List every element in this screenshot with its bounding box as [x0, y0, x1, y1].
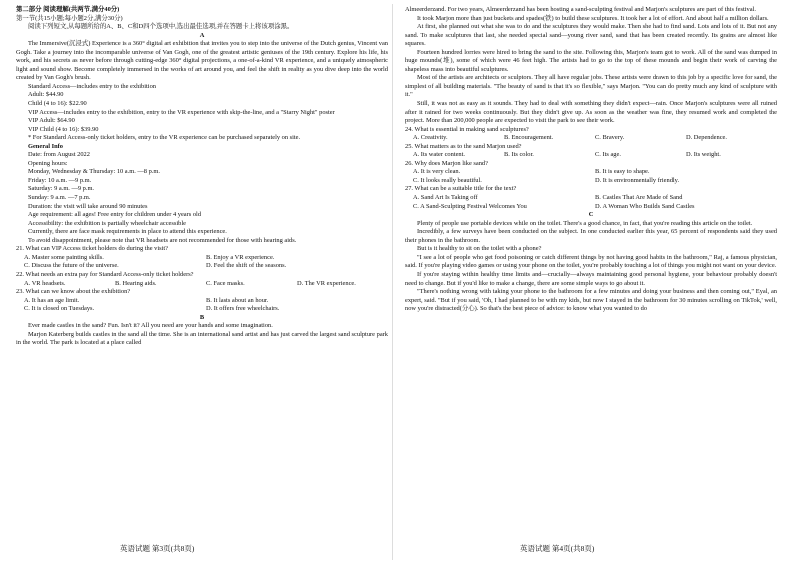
hours-sat: Saturday: 9 a.m. —9 p.m. [28, 185, 95, 193]
q26-options-row1 [405, 168, 777, 177]
vip-child-price: VIP Child (4 to 16): $39.90 [28, 125, 99, 133]
hours-fri: Friday: 10 a.m. —9 p.m. [28, 176, 92, 184]
q26-option-c: C. It looks really beautiful. [413, 176, 482, 184]
q25-options [405, 151, 777, 160]
question-22: 22. What needs an extra pay for Standard Access-only ticket holders? [16, 270, 194, 278]
q24-option-b: B. Encouragement. [504, 134, 554, 142]
q24-options [405, 134, 777, 143]
passage-c-paragraph-5: If you're staying within healthy time limits and—crucially—always maintaining good personal hygiene, your behaviour probably doesn't need to change. But if you'd like to make a change, there are some simple ways to go about it. [405, 270, 777, 287]
left-column [16, 6, 388, 348]
question-25: 25. What matters as to the sand Marjon used? [405, 142, 522, 150]
q23-option-a: A. It has an age limit. [24, 296, 80, 304]
passage-c-paragraph-2: Incredibly, a few surveys have been conducted on the subject. In one conducted earlier this year, 65 percent of respondents said they used their phones in the bathroom. [405, 228, 777, 244]
q21-option-d: D. Feel the shift of the seasons. [206, 262, 287, 270]
q27-option-d: D. A Woman Who Builds Sand Castles [595, 202, 695, 210]
page-footer-right: 英语试题 第4页(共8页) [520, 544, 595, 553]
adult-price: Adult: $44.90 [28, 91, 64, 99]
passage-b-paragraph-7: Most of the artists are architects or sculptors. They all have regular jobs. These artists were drawn to this job by a specific love for sand, the simplest of all building materials. "The beauty of sand is that it's so flexible," says Marjon. "You can do pretty much any kind of sculpture with it." [405, 74, 777, 99]
passage-b-letter: B [199, 313, 205, 321]
passage-a-paragraph: The Immersive(沉浸式) Experience is a 360° digital art exhibition that invites you to step into the universe of the Dutch genius, Vincent van Gogh. Take a journey into the incomparable universe of Van Gogh, one of the greatest artistic geniuses of the 19th century. Explore his life, his work, and his secrets as never before through cutting-edge 360° digital projections, a one-of-a-kind VR experience, and a uniquely atmospheric light and sound show. Become completely immersed in the works of art around you, and feel the shift in reality as you dive deep into the world created by Van Gogh's brush. [16, 40, 388, 82]
q24-option-c: C. Bravery. [595, 134, 625, 142]
passage-b-paragraph-4: It took Marjon more than just buckets and spades(铁) to build these sculptures. It took her a lot of effort. And about half a million dollars. [417, 14, 769, 22]
date-line: Date: from August 2022 [28, 151, 90, 159]
q22-option-c: C. Face masks. [206, 279, 245, 287]
q21-options-row1 [16, 254, 388, 263]
q24-option-d: D. Dependence. [686, 134, 727, 142]
q27-option-a: A. Sand Art Is Taking off [413, 194, 478, 202]
q27-options-row2 [405, 203, 777, 212]
q26-option-b: B. It is easy to shape. [595, 168, 650, 176]
passage-c-paragraph-4: "I see a lot of people who get food poisoning or catch different things by not having good habits in the bathroom," Raj, a famous physician, said. If you're playing video games or using your phone on the toilet, you're probably touching a lot of things you might not want on your device. [405, 253, 777, 270]
vr-notice: To avoid disappointment, please note that VR headsets are not recommended for those with hearing aids. [28, 236, 297, 244]
q22-options [16, 280, 388, 289]
passage-c-paragraph-6: "There's nothing wrong with taking your phone to the bathroom for a few minutes and doing your business and then coming out," Eyal, an expert, said. "But if you said, 'Oh, I had planned to be with my kids, but now I stayed in the bathroom for 30 minutes scrolling on TikTok,' well, now you're distracted(分心). So that's the best piece of advice: to know what you wanted to do [405, 288, 777, 313]
general-info-heading: General Info [28, 142, 63, 150]
vip-adult-price: VIP Adult: $64.90 [28, 117, 75, 125]
question-23: 23. What can we know about the exhibition? [16, 288, 131, 296]
q23-option-c: C. It is closed on Tuesdays. [24, 305, 95, 313]
q22-option-d: D. The VR experience. [297, 279, 356, 287]
q25-option-c: C. Its age. [595, 151, 621, 159]
hours-sun: Sunday: 9 a.m. —7 p.m. [28, 194, 91, 202]
q27-options-row1 [405, 194, 777, 203]
q24-option-a: A. Creativity. [413, 134, 448, 142]
q22-option-a: A. VR headsets. [24, 279, 66, 287]
q23-option-b: B. It lasts about an hour. [206, 296, 269, 304]
passage-c-paragraph-3: But is it healthy to sit on the toilet with a phone? [417, 245, 542, 253]
passage-b-paragraph-2: Marjon Katerberg builds castles in the sand all the time. She is an international sand artist and has just carved the largest sand sculpture park in the world. The park is located at a place called [16, 330, 388, 347]
vip-access: VIP Access—includes entry to the exhibition, entry to the VR experience with skip-the-line, and a "Starry Night" poster [28, 108, 335, 116]
question-27: 27. What can be a suitable title for the text? [405, 185, 517, 193]
q21-options-row2 [16, 262, 388, 271]
duration: Duration: the visit will take around 90 minutes [28, 202, 148, 210]
passage-a-letter: A [199, 31, 205, 39]
q23-options-row1 [16, 297, 388, 306]
q27-option-b: B. Castles That Are Made of Sand [595, 194, 683, 202]
page-footer-left: 英语试题 第3页(共8页) [120, 544, 195, 553]
age-requirement: Age requirement: all ages! Free entry for children under 4 years old [28, 211, 202, 219]
q25-option-d: D. Its weight. [686, 151, 721, 159]
passage-c-letter: C [588, 211, 594, 219]
question-26: 26. Why does Marjon like sand? [405, 159, 488, 167]
q22-option-b: B. Hearing aids. [115, 279, 157, 287]
question-21: 21. What can VIP Access ticket holders do during the visit? [16, 245, 168, 253]
instruction: 阅读下列短文,从每题所给的A、B、C和D四个选项中,选出最佳选项,并在答题卡上将该项涂黑。 [28, 23, 294, 31]
passage-b-paragraph-3: Almeerderzand. For two years, Almeerderzand has been hosting a sand-sculpting festival and Marjon's sculptures are part of this festival. [405, 6, 756, 13]
standard-access: Standard Access—includes entry to the exhibition [28, 82, 156, 90]
mask-requirement: Currently, there are face mask requirements in place to attend this experience. [28, 228, 227, 236]
q26-options-row2 [405, 177, 777, 186]
q23-options-row2 [16, 305, 388, 314]
passage-b-paragraph-1: Ever made castles in the sand? Fun. Isn't it? All you need are your hands and some imagination. [28, 322, 273, 330]
subsection-title: 第一节(共15小题;每小题2分,满分30分) [16, 14, 123, 22]
passage-b-paragraph-5: At first, she planned out what she was to do and the sculptures they would make. Then she had to find sand. Lots and lots of it. But not any sand. To make sculptures that last, she needed special sand—young river sand, sand that has been created recently. Its grains are almost like squares. [405, 23, 777, 48]
child-price: Child (4 to 16): $22.90 [28, 100, 87, 108]
ticket-note: * For Standard Access-only ticket holders, entry to the VR experience can be purchased separately on site. [28, 134, 301, 142]
hours-mwt: Monday, Wednesday & Thursday: 10 a.m. —8 p.m. [28, 168, 160, 176]
q21-option-c: C. Discuss the future of the universe. [24, 262, 119, 270]
q27-option-c: C. A Sand-Sculpting Festival Welcomes You [413, 202, 527, 210]
q26-option-d: D. It is environmentally friendly. [595, 176, 680, 184]
q23-option-d: D. It offers free wheelchairs. [206, 305, 280, 313]
passage-c-paragraph-1: Plenty of people use portable devices while on the toilet. There's a good chance, in fact, that you're reading this article on the toilet. [417, 219, 753, 227]
opening-hours: Opening hours: [28, 159, 68, 167]
accessibility: Accessibility: the exhibition is partially wheelchair accessible [28, 219, 186, 227]
page-divider [392, 4, 393, 560]
right-column [405, 6, 777, 314]
q25-option-b: B. Its color. [504, 151, 534, 159]
passage-b-paragraph-6: Fourteen hundred lorries were hired to bring the sand to the site. Following this, Marjon's team got to work. All of the sand was dumped in huge mounds(堆), some of which were 46 feet high. The artists had to go to the top of these mounds and begin their work of carving the shapeless mass into beautiful sculptures. [405, 48, 777, 73]
section-title: 第二部分 阅读理解(共两节,满分40分) [16, 6, 120, 13]
q26-option-a: A. It is very clean. [413, 168, 461, 176]
q21-option-a: A. Master some painting skills. [24, 253, 104, 261]
question-24: 24. What is essential in making sand sculptures? [405, 125, 529, 133]
q25-option-a: A. Its water content. [413, 151, 465, 159]
passage-b-paragraph-8: Still, it was not as easy as it sounds. They had to deal with something they didn't expect—rain. Once Marjon's sculptures were all ruined after it rained for two weeks continuously. But they didn't give up. As soon as the weather was fine, they resumed work and completed the project. More than 200,000 people are expected to visit the park to see their work. [405, 100, 777, 125]
q21-option-b: B. Enjoy a VR experience. [206, 253, 275, 261]
